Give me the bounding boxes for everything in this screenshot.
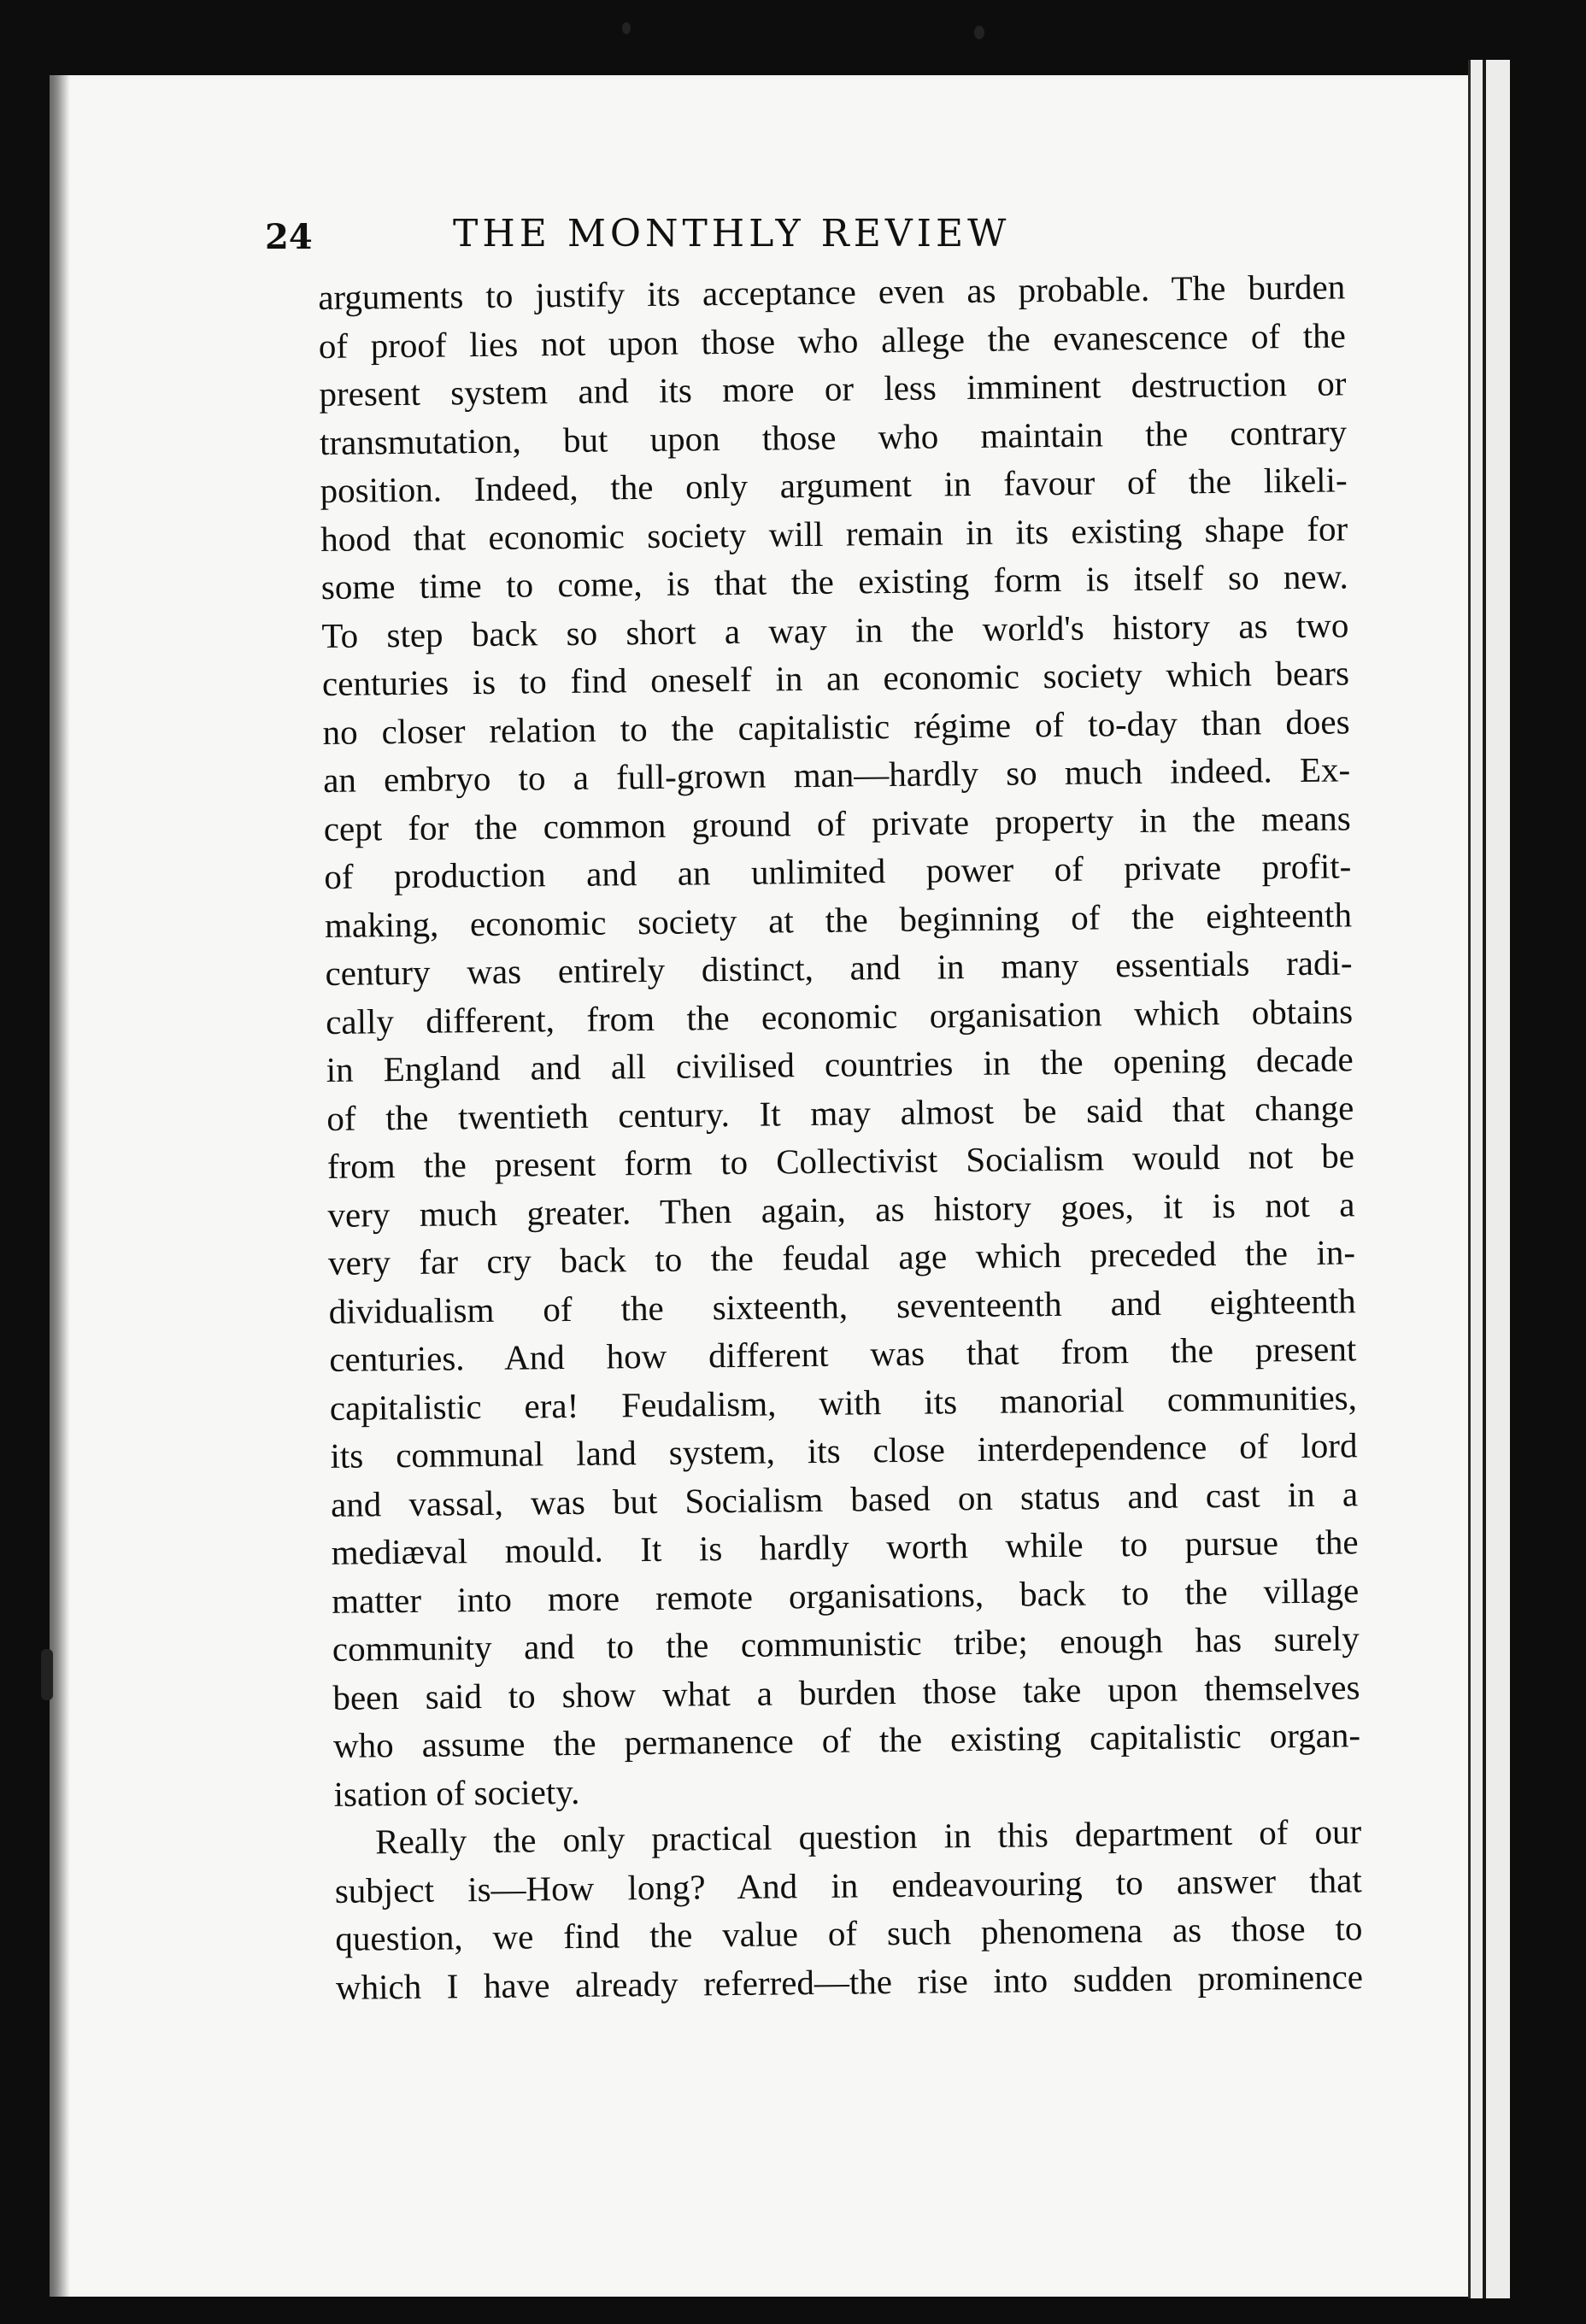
text-line: To step back so short a way in the world's history as two [321, 604, 1349, 655]
text-line: very much greater. Then again, as history goes, it is not a [327, 1183, 1355, 1235]
text-line: centuries. And how different was that from the present [329, 1329, 1357, 1379]
journal-title: THE MONTHLY REVIEW [453, 212, 1011, 255]
text-line: matter into more remote organisations, back to the village [332, 1570, 1360, 1621]
facing-page-edge [1468, 60, 1510, 2298]
scan-blemish [41, 1649, 53, 1700]
text-line: no closer relation to the capitalistic régime of to-day than does [322, 701, 1350, 752]
page-number: 24 [265, 217, 313, 257]
text-line: capitalistic era! Feudalism, with its manorial communities, [329, 1376, 1358, 1428]
scan-blemish [974, 26, 984, 39]
text-line: mediæval mould. It is hardly worth while to pursue the [331, 1522, 1359, 1572]
text-line: who assume the permanence of the existing capitalistic organ- [332, 1715, 1361, 1765]
text-line: isation of society. [333, 1771, 580, 1814]
text-line: been said to show what a burden those take upon themselves [332, 1666, 1360, 1717]
text-line: transmutation, but upon those who maintain the contrary [319, 411, 1348, 462]
text-line: which I have already referred—the rise into sudden prominence [335, 1956, 1364, 2007]
paragraph [334, 1807, 1363, 2011]
text-line: in England and all civilised countries in the opening decade [326, 1039, 1354, 1089]
text-line: cally different, from the economic organisation which obtains [325, 990, 1354, 1042]
text-line: dividualism of the sixteenth, seventeenth and eighteenth [328, 1280, 1356, 1331]
page-edge-rule [1483, 60, 1486, 2298]
text-line: hood that economic society will remain in its existing shape for [320, 508, 1348, 559]
running-head [265, 212, 1119, 272]
text-line: of proof lies not upon those who allege the evanescence of the [318, 314, 1347, 366]
scan-blemish [622, 22, 631, 34]
text-line: making, economic society at the beginning of the eighteenth [324, 894, 1353, 945]
text-line: very far cry back to the feudal age which preceded the in- [327, 1232, 1356, 1282]
text-line: Really the only practical question in this department of our [374, 1811, 1362, 1862]
text-line: centuries is to find oneself in an economic society which bears [321, 653, 1350, 703]
body-text [318, 262, 1363, 2010]
text-line: community and to the communistic tribe; enough has surely [332, 1618, 1360, 1669]
text-line: of the twentieth century. It may almost be said that change [326, 1087, 1354, 1138]
text-line: an embryo to a full-grown man—hardly so much indeed. Ex- [322, 749, 1351, 800]
text-line: of production and an unlimited power of private profit- [324, 846, 1352, 896]
text-line: cept for the common ground of private property in the means [323, 797, 1351, 848]
paragraph [318, 262, 1361, 1817]
text-line: present system and its more or less imminent destruction or [319, 363, 1347, 414]
text-line: and vassal, was but Socialism based on status and cast in a [330, 1473, 1359, 1524]
gutter-shadow [50, 75, 70, 2297]
text-line: century was entirely distinct, and in many essentials radi- [325, 942, 1353, 993]
text-line: its communal land system, its close interdependence of lord [330, 1425, 1358, 1476]
text-line: position. Indeed, the only argument in favour of the likeli- [320, 460, 1348, 510]
text-line: some time to come, is that the existing form is itself so new. [320, 556, 1349, 607]
text-line: arguments to justify its acceptance even as probable. The burden [318, 267, 1346, 317]
text-line: from the present form to Collectivist Socialism would not be [326, 1136, 1355, 1186]
text-line: question, we find the value of such phenomena as those to [335, 1908, 1363, 1958]
text-line: subject is—How long? And in endeavouring to answer that [334, 1859, 1362, 1910]
